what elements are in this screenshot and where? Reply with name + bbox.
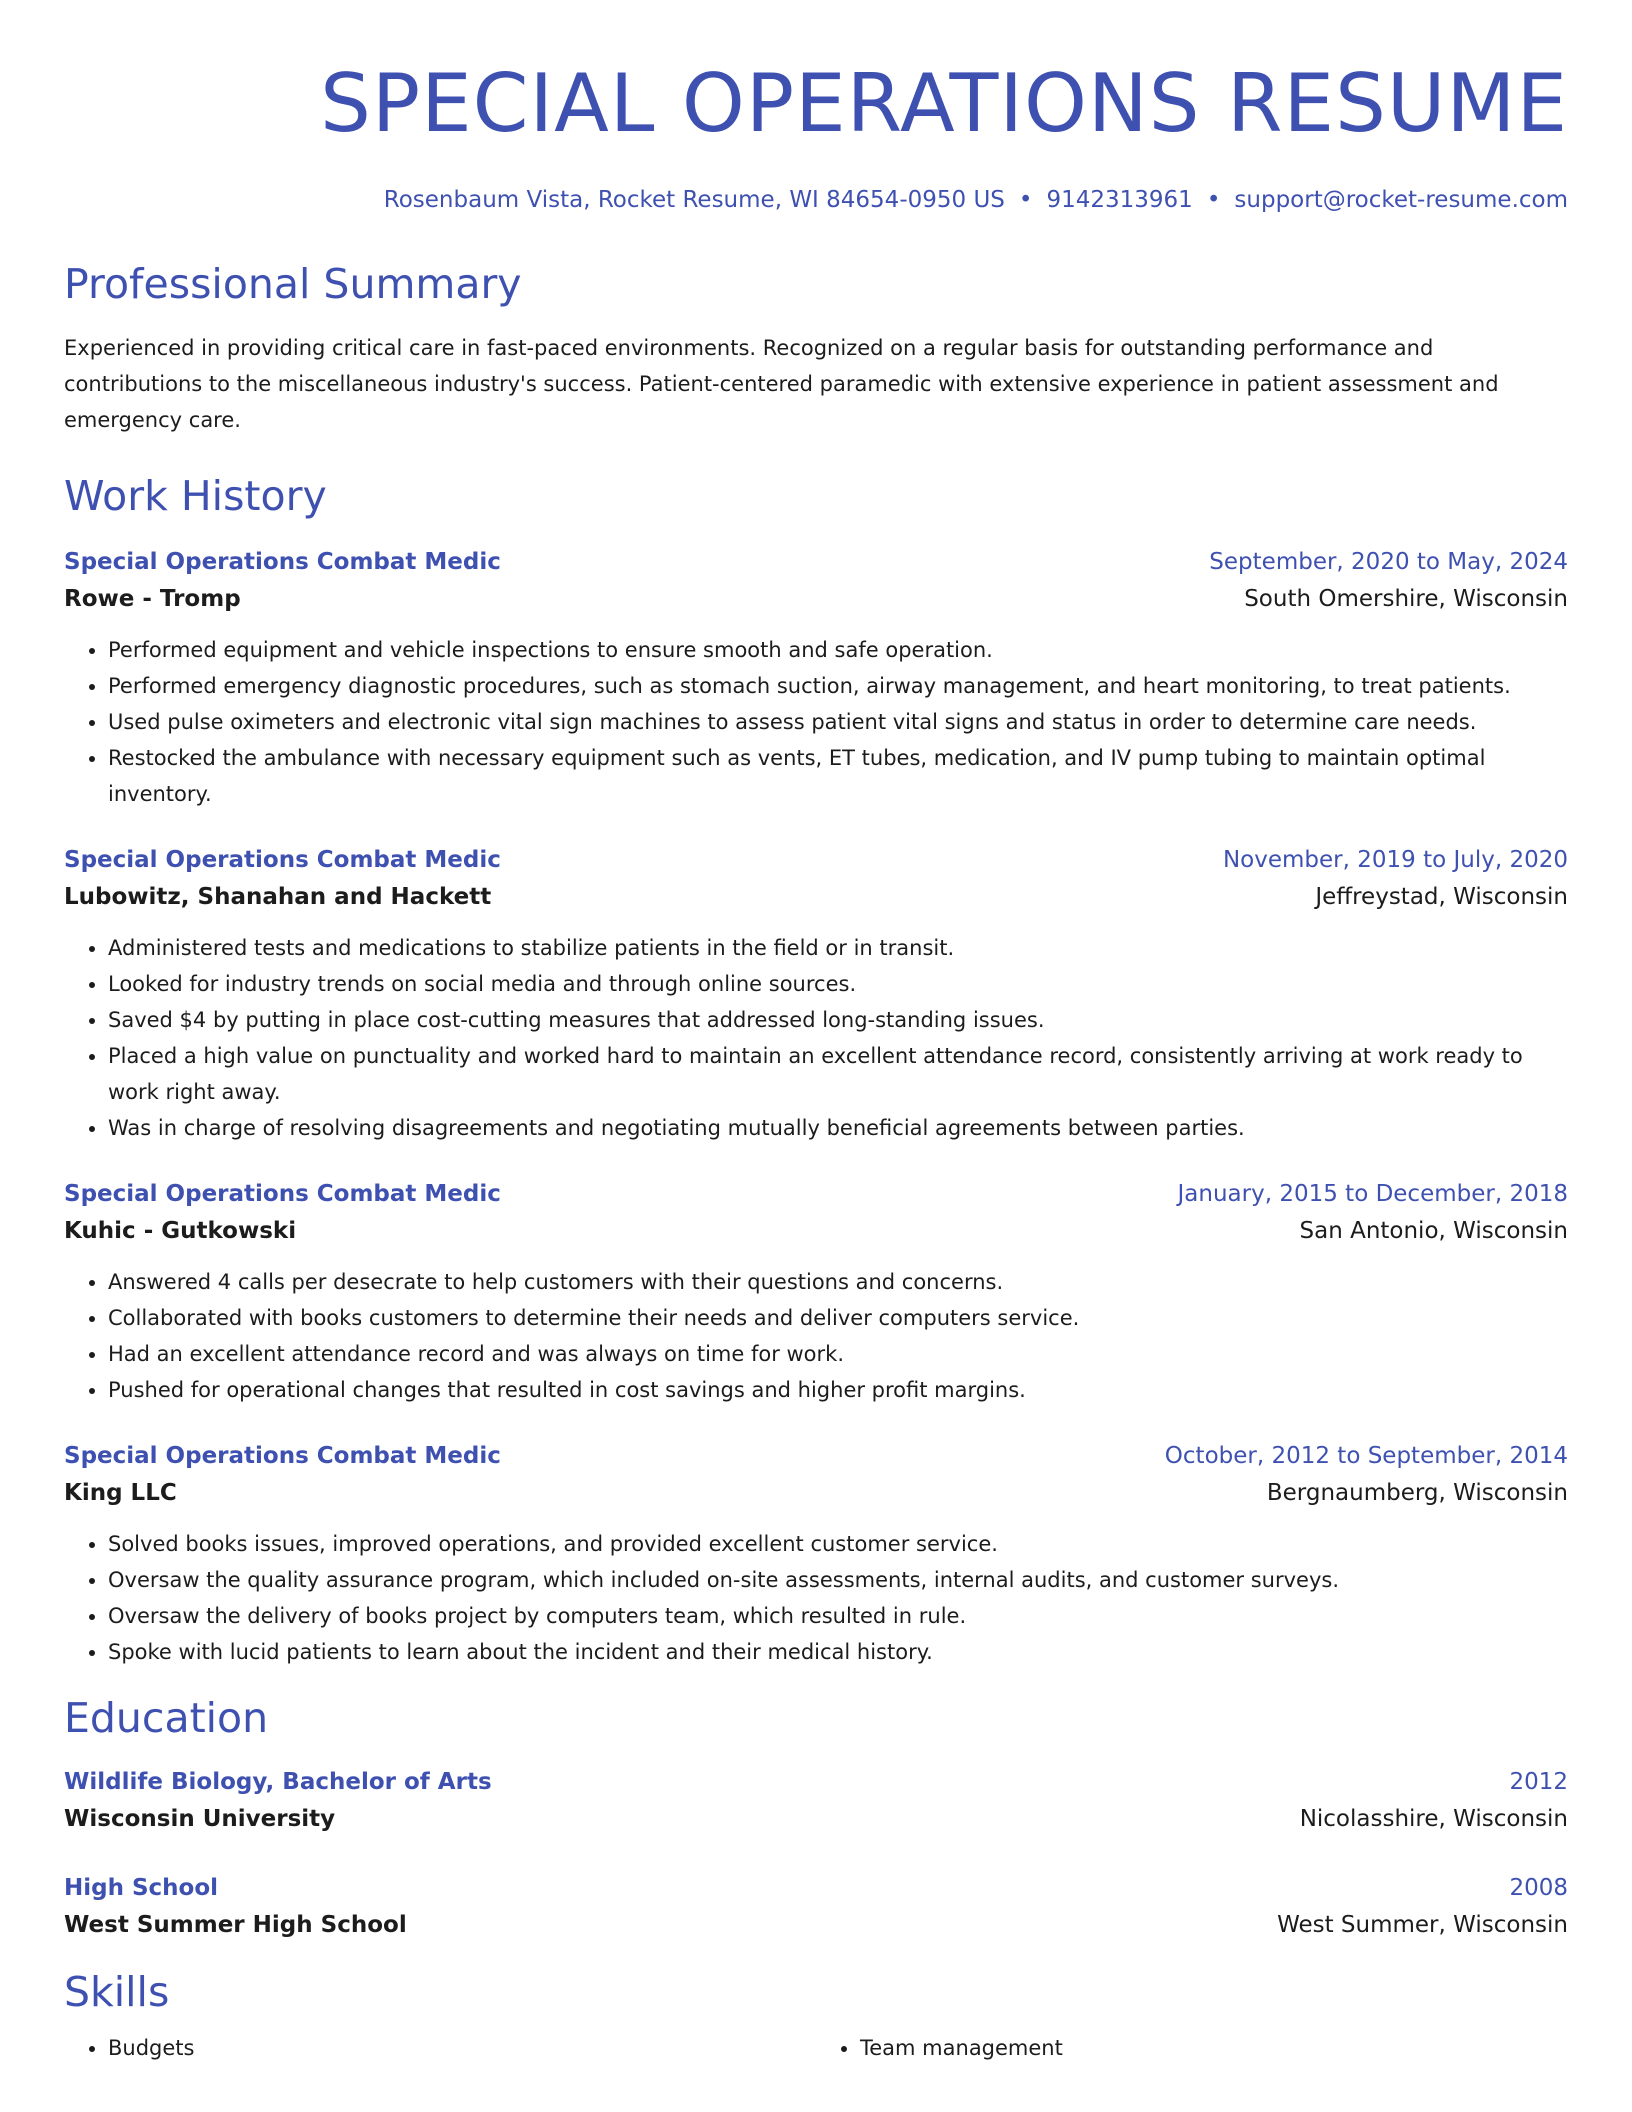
job-bullet: • Restocked the ambulance with necessary equipment such as vents, ET tubes, medication, and IV pump tubing to maintain optimal inventory. (108, 740, 1568, 812)
job-bullet: • Placed a high value on punctuality and worked hard to maintain an excellent attendance record, consistently arriving at work ready to work right away. (108, 1038, 1568, 1110)
education-location: Nicolasshire, Wisconsin (1299, 1806, 1568, 1832)
education-header-row (64, 1870, 1568, 1906)
contact-separator: • (1018, 187, 1033, 213)
education-entry (64, 1870, 1568, 1944)
job-company: King LLC (64, 1480, 177, 1506)
job-bullet: • Answered 4 calls per desecrate to help customers with their questions and concerns. (108, 1264, 1568, 1300)
job-bullets (64, 930, 1568, 1146)
job-location: Bergnaumberg, Wisconsin (1266, 1480, 1568, 1506)
job-header-row (64, 1438, 1568, 1474)
job-entry (64, 544, 1568, 812)
job-entry (64, 1438, 1568, 1670)
job-bullet: • Oversaw the delivery of books project by computers team, which resulted in rule. (108, 1598, 1568, 1634)
job-bullet: • Looked for industry trends on social media and through online sources. (108, 966, 1568, 1002)
job-bullet: • Was in charge of resolving disagreements and negotiating mutually beneficial agreements between parties. (108, 1110, 1568, 1146)
education-location: West Summer, Wisconsin (1277, 1912, 1568, 1938)
job-entry (64, 842, 1568, 1146)
section-title-summary: Professional Summary (64, 260, 522, 308)
job-header-row (64, 1176, 1568, 1212)
education-school: West Summer High School (64, 1912, 407, 1938)
job-header-row (64, 544, 1568, 580)
job-bullets (64, 1264, 1568, 1408)
resume-header (64, 0, 1568, 216)
job-bullet: • Collaborated with books customers to determine their needs and deliver computers service. (108, 1300, 1568, 1336)
job-company-row (64, 580, 1568, 618)
job-bullet: • Saved $4 by putting in place cost-cutting measures that addressed long-standing issues. (108, 1002, 1568, 1038)
education-header-row (64, 1764, 1568, 1800)
job-location: Jeffreystad, Wisconsin (1315, 884, 1568, 910)
job-bullet: • Performed emergency diagnostic procedures, such as stomach suction, airway management, and heart monitoring, to treat patients. (108, 668, 1568, 704)
job-dates: November, 2019 to July, 2020 (1222, 847, 1568, 873)
contact-line (64, 184, 1568, 216)
job-title: Special Operations Combat Medic (64, 549, 501, 575)
contact-separator: • (1206, 187, 1221, 213)
contact-address: Rosenbaum Vista, Rocket Resume, WI 84654-0950 US (383, 187, 1005, 213)
job-dates: September, 2020 to May, 2024 (1209, 549, 1568, 575)
job-title: Special Operations Combat Medic (64, 1443, 501, 1469)
summary-text: Experienced in providing critical care in fast-paced environments. Recognized on a regular basis for outstanding performance and contributions to the miscellaneous industry's success. Patient-centered paramedic with extensive experience in patient assessment and emergency care. (64, 336, 1499, 432)
job-bullets (64, 632, 1568, 812)
job-header-row (64, 842, 1568, 878)
section-title-skills: Skills (64, 1968, 170, 2016)
job-company-row (64, 1474, 1568, 1512)
job-bullet: • Administered tests and medications to stabilize patients in the field or in transit. (108, 930, 1568, 966)
job-bullet: • Performed equipment and vehicle inspections to ensure smooth and safe operation. (108, 632, 1568, 668)
skills-column-right (816, 2030, 1568, 2066)
job-company: Kuhic - Gutkowski (64, 1218, 297, 1244)
job-bullet: • Oversaw the quality assurance program, which included on-site assessments, internal audits, and customer surveys. (108, 1562, 1568, 1598)
skills-column-left (64, 2030, 816, 2066)
contact-email: support@rocket-resume.com (1234, 187, 1568, 213)
education-entry (64, 1764, 1568, 1838)
education-school-row (64, 1906, 1568, 1944)
job-dates: October, 2012 to September, 2014 (1164, 1443, 1568, 1469)
education-degree: Wildlife Biology, Bachelor of Arts (64, 1769, 492, 1795)
skills-list (64, 2030, 1568, 2066)
section-title-work-history: Work History (64, 472, 327, 520)
job-title: Special Operations Combat Medic (64, 847, 501, 873)
job-location: South Omershire, Wisconsin (1244, 586, 1568, 612)
job-company: Rowe - Tromp (64, 586, 241, 612)
skill-item: • Team management (860, 2030, 1568, 2066)
skill-item: • Budgets (108, 2030, 816, 2066)
education-year: 2008 (1509, 1875, 1568, 1901)
job-bullet: • Used pulse oximeters and electronic vital sign machines to assess patient vital signs and status in order to determine care needs. (108, 704, 1568, 740)
job-bullet: • Had an excellent attendance record and was always on time for work. (108, 1336, 1568, 1372)
job-bullets (64, 1526, 1568, 1670)
education-degree: High School (64, 1875, 219, 1901)
job-title: Special Operations Combat Medic (64, 1181, 501, 1207)
job-bullet: • Solved books issues, improved operations, and provided excellent customer service. (108, 1526, 1568, 1562)
job-bullet: • Spoke with lucid patients to learn about the incident and their medical history. (108, 1634, 1568, 1670)
job-company-row (64, 1212, 1568, 1250)
job-entry (64, 1176, 1568, 1408)
contact-phone: 9142313961 (1046, 187, 1193, 213)
job-bullet: • Pushed for operational changes that resulted in cost savings and higher profit margins. (108, 1372, 1568, 1408)
education-year: 2012 (1509, 1769, 1568, 1795)
job-company-row (64, 878, 1568, 916)
job-company: Lubowitz, Shanahan and Hackett (64, 884, 492, 910)
resume-name: SPECIAL OPERATIONS RESUME (320, 57, 1568, 150)
job-location: San Antonio, Wisconsin (1299, 1218, 1568, 1244)
education-school-row (64, 1800, 1568, 1838)
job-dates: January, 2015 to December, 2018 (1177, 1181, 1568, 1207)
education-school: Wisconsin University (64, 1806, 336, 1832)
section-title-education: Education (64, 1694, 269, 1742)
